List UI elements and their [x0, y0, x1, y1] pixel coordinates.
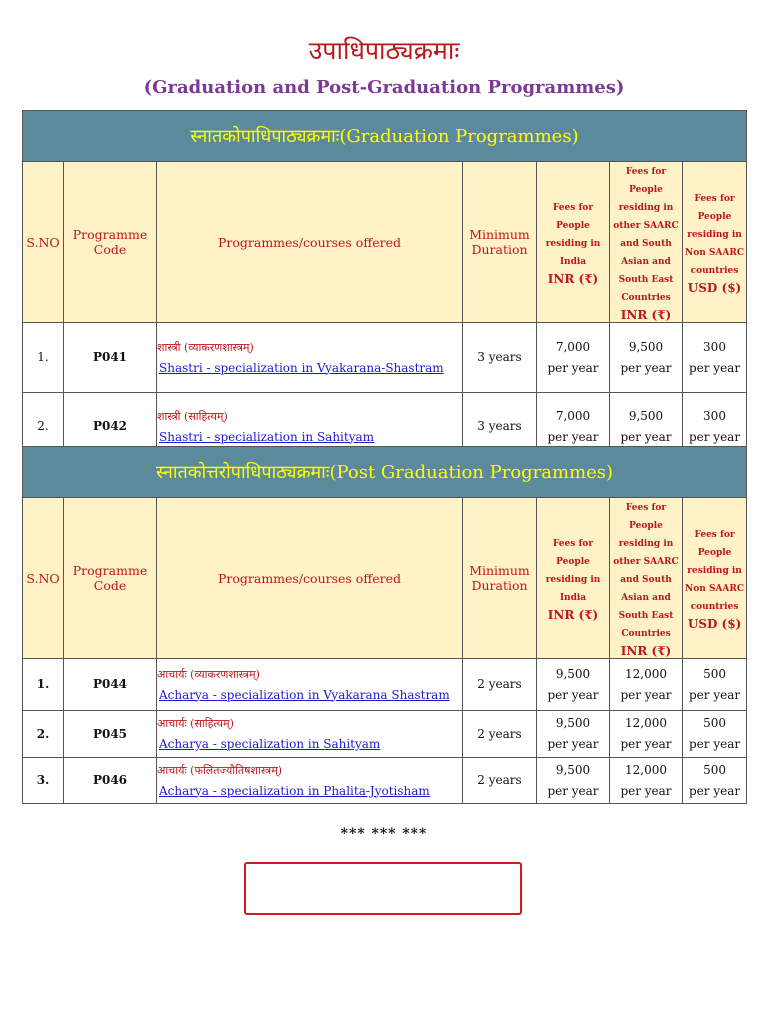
table-row	[23, 323, 747, 393]
row-sno: 1.	[23, 659, 64, 711]
row-code: P045	[64, 711, 157, 758]
row-fee-saarc	[610, 711, 683, 758]
programme-sanskrit: शास्त्री (साहित्यम्)	[157, 409, 228, 423]
col-sno: S.NO	[23, 498, 64, 659]
fee-non-saarc-currency: USD ($)	[687, 617, 742, 631]
programme-sanskrit: आचार्यः (साहित्यम्)	[157, 717, 234, 730]
fee-value: 300	[703, 339, 726, 354]
col-code: Programme Code	[64, 498, 157, 659]
fee-value: 7,000	[555, 339, 591, 354]
programme-sanskrit: आचार्यः (फलितज्यौतिषशास्त्रम्)	[157, 763, 283, 777]
col-fee-non-saarc	[683, 498, 747, 659]
fee-unit: per year	[547, 737, 599, 751]
post-graduation-table	[22, 446, 747, 804]
row-code: P042	[64, 393, 157, 461]
row-duration: 2 years	[463, 758, 537, 804]
row-duration: 2 years	[463, 711, 537, 758]
fee-unit: per year	[547, 687, 599, 702]
row-duration: 3 years	[463, 393, 537, 461]
fee-value: 9,500	[555, 762, 591, 777]
fee-value: 500	[703, 716, 726, 730]
col-duration: Minimum Duration	[463, 498, 537, 659]
fee-value: 9,500	[555, 716, 591, 730]
fee-unit: per year	[620, 687, 672, 702]
row-fee-india	[537, 758, 610, 804]
programme-link[interactable]: Shastri - specialization in Vyakarana-Shastram	[159, 360, 444, 375]
row-fee-saarc	[610, 323, 683, 393]
row-duration: 3 years	[463, 323, 537, 393]
row-fee-saarc	[610, 758, 683, 804]
graduation-heading: स्नातकोपाधिपाठ्यक्रमाः(Graduation Programmes)	[23, 111, 747, 162]
footer-separator: *** *** ***	[340, 826, 428, 842]
fee-non-saarc-label: Fees for People residing in Non SAARC countries	[685, 194, 745, 276]
fee-unit: per year	[620, 737, 672, 751]
col-fee-india	[537, 498, 610, 659]
fee-india-currency: INR (₹)	[547, 608, 599, 622]
row-sno: 1.	[23, 323, 64, 393]
programme-sanskrit: शास्त्री (व्याकरणशास्त्रम्)	[157, 340, 254, 354]
fee-unit: per year	[688, 737, 741, 751]
post-graduation-heading: स्नातकोत्तरोपाधिपाठ्यक्रमाः(Post Graduation Programmes)	[23, 447, 747, 498]
fee-unit: per year	[620, 783, 672, 798]
col-programmes: Programmes/courses offered	[157, 162, 463, 323]
row-duration: 2 years	[463, 659, 537, 711]
col-code: Programme Code	[64, 162, 157, 323]
fee-india-label: Fees for People residing in India	[545, 539, 601, 603]
row-code: P046	[64, 758, 157, 804]
page-title: उपाधिपाठ्यक्रमाः	[308, 36, 460, 65]
col-fee-saarc	[610, 162, 683, 323]
fee-unit: per year	[547, 360, 599, 375]
row-fee-saarc	[610, 659, 683, 711]
fee-unit: per year	[688, 687, 741, 702]
fee-saarc-currency: INR (₹)	[620, 644, 672, 658]
row-code: P044	[64, 659, 157, 711]
row-fee-non-saarc	[683, 323, 747, 393]
row-programme	[157, 758, 463, 804]
row-sno: 2.	[23, 711, 64, 758]
fee-unit: per year	[688, 360, 741, 375]
post-graduation-header-row	[23, 498, 747, 659]
fee-india-currency: INR (₹)	[547, 272, 599, 286]
col-duration: Minimum Duration	[463, 162, 537, 323]
row-code: P041	[64, 323, 157, 393]
fee-value: 7,000	[555, 408, 591, 423]
row-programme	[157, 711, 463, 758]
row-programme	[157, 659, 463, 711]
page-subtitle: (Graduation and Post-Graduation Programmes)	[143, 77, 625, 98]
empty-red-box	[244, 862, 522, 915]
col-fee-india	[537, 162, 610, 323]
programme-link[interactable]: Acharya - specialization in Vyakarana Shastram	[159, 687, 450, 702]
graduation-header-row	[23, 162, 747, 323]
row-fee-india	[537, 659, 610, 711]
programme-link[interactable]: Shastri - specialization in Sahityam	[159, 429, 375, 444]
col-sno: S.NO	[23, 162, 64, 323]
fee-non-saarc-currency: USD ($)	[687, 281, 742, 295]
table-row	[23, 659, 747, 711]
fee-value: 300	[703, 408, 726, 423]
table-row	[23, 711, 747, 758]
fee-saarc-label: Fees for People residing in other SAARC and South Asian and South East Countries	[613, 167, 679, 303]
graduation-table	[22, 110, 747, 461]
col-fee-non-saarc	[683, 162, 747, 323]
fee-saarc-label: Fees for People residing in other SAARC and South Asian and South East Countries	[613, 503, 679, 639]
row-sno: 2.	[23, 393, 64, 461]
col-programmes: Programmes/courses offered	[157, 498, 463, 659]
fee-unit: per year	[547, 429, 599, 444]
programme-link[interactable]: Acharya - specialization in Phalita-Jyotisham	[159, 783, 430, 798]
fee-value: 9,500	[628, 339, 664, 354]
fee-unit: per year	[620, 429, 672, 444]
row-fee-india	[537, 323, 610, 393]
fee-value: 9,500	[555, 666, 591, 681]
programme-link[interactable]: Acharya - specialization in Sahityam	[159, 737, 381, 751]
table-row	[23, 758, 747, 804]
row-sno: 3.	[23, 758, 64, 804]
programme-sanskrit: आचार्यः (व्याकरणशास्त्रम्)	[157, 667, 260, 681]
fee-value: 12,000	[625, 666, 667, 681]
fee-non-saarc-label: Fees for People residing in Non SAARC countries	[685, 530, 745, 612]
row-programme	[157, 323, 463, 393]
fee-unit: per year	[688, 429, 741, 444]
fee-india-label: Fees for People residing in India	[545, 203, 601, 267]
col-fee-saarc	[610, 498, 683, 659]
fee-value: 500	[703, 762, 726, 777]
fee-unit: per year	[547, 783, 599, 798]
row-fee-india	[537, 711, 610, 758]
fee-saarc-currency: INR (₹)	[620, 308, 672, 322]
fee-unit: per year	[620, 360, 672, 375]
row-fee-non-saarc	[683, 758, 747, 804]
row-fee-non-saarc	[683, 659, 747, 711]
fee-value: 12,000	[625, 762, 667, 777]
fee-value: 500	[703, 666, 726, 681]
row-fee-non-saarc	[683, 711, 747, 758]
fee-value: 12,000	[625, 716, 667, 730]
fee-value: 9,500	[628, 408, 664, 423]
fee-unit: per year	[688, 783, 741, 798]
